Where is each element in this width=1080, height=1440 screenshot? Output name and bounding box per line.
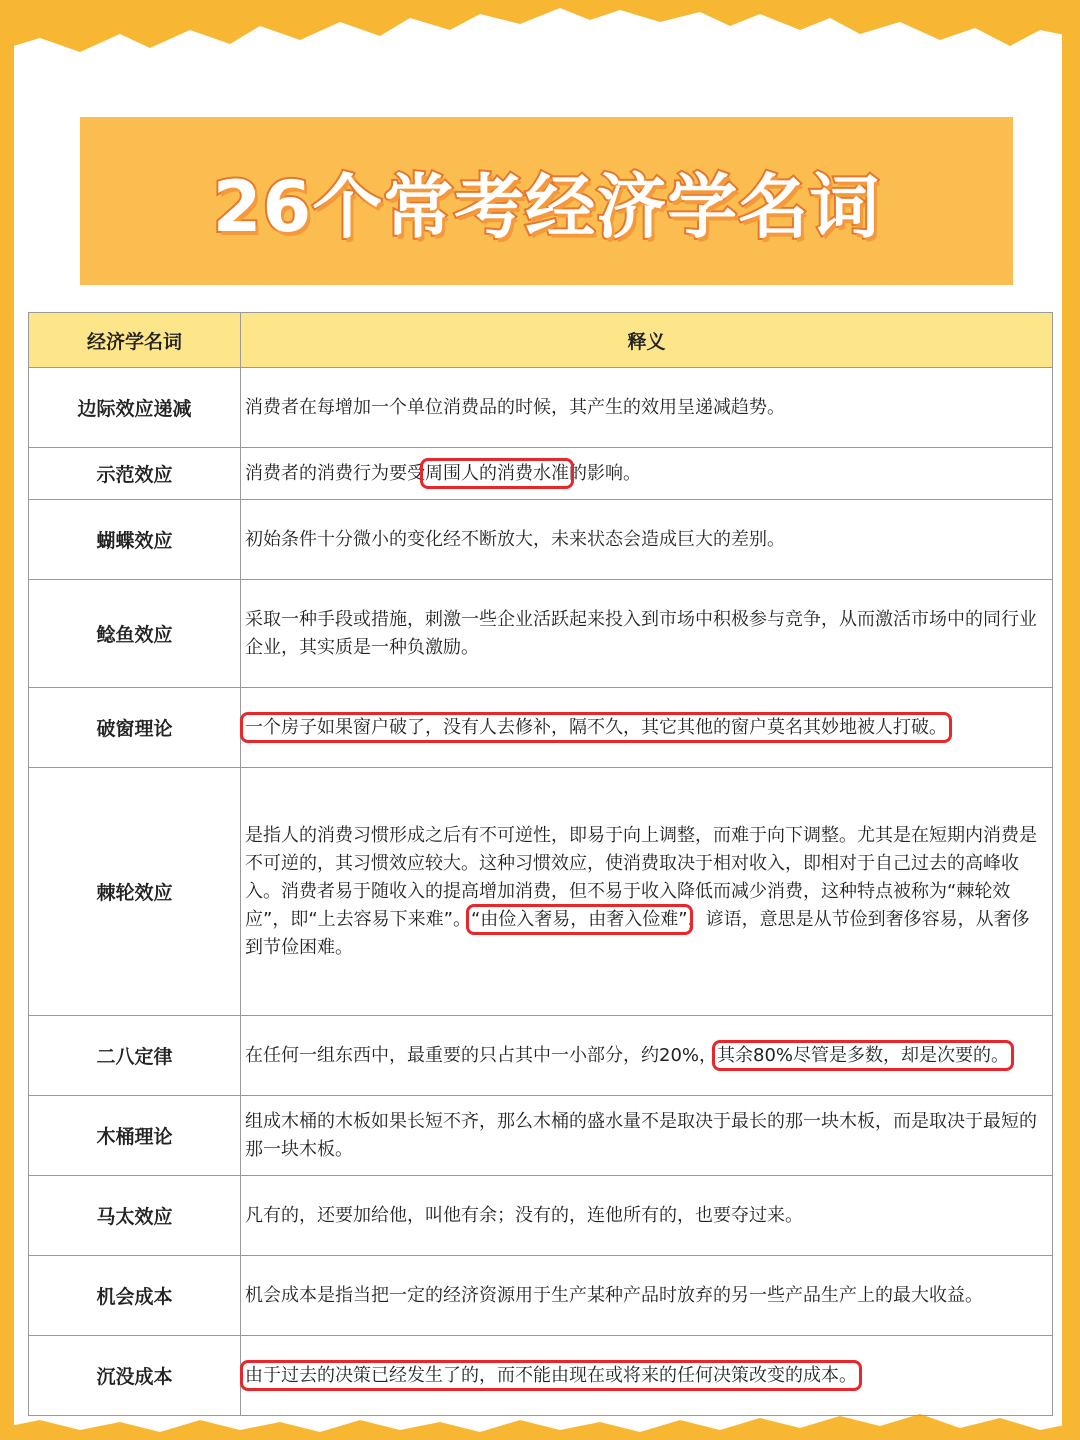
highlighted-text: 周围人的消费水准 [425, 462, 569, 484]
table-row [29, 768, 1053, 1016]
term-cell: 二八定律 [29, 1016, 241, 1096]
table-row [29, 368, 1053, 448]
definition-text: 的影响。 [569, 462, 641, 484]
definition-text: 消费者在每增加一个单位消费品的时候，其产生的效用呈递减趋势。 [245, 396, 785, 418]
table-row [29, 500, 1053, 580]
definition-text: 凡有的，还要加给他，叫他有余；没有的，连他所有的，也要夺过来。 [245, 1204, 803, 1226]
definition-cell [241, 368, 1053, 448]
left-border-stripe [0, 0, 14, 1440]
definition-text: 采取一种手段或措施，刺激一些企业活跃起来投入到市场中积极参与竞争，从而激活市场中的同行业企业，其实质是一种负激励。 [245, 608, 1037, 658]
term-column-header: 经济学名词 [29, 313, 241, 368]
table-row [29, 1016, 1053, 1096]
torn-paper-top-edge [0, 0, 1080, 72]
title-banner [80, 117, 1013, 285]
table-row [29, 1096, 1053, 1176]
term-cell: 鲶鱼效应 [29, 580, 241, 688]
table-row [29, 688, 1053, 768]
term-cell: 蝴蝶效应 [29, 500, 241, 580]
definition-cell [241, 1256, 1053, 1336]
term-cell: 机会成本 [29, 1256, 241, 1336]
table-header-row [29, 313, 1053, 368]
definition-cell [241, 448, 1053, 500]
economics-terms-table [28, 312, 1053, 1416]
definition-cell [241, 768, 1053, 1016]
definition-cell [241, 1016, 1053, 1096]
table-row [29, 1176, 1053, 1256]
term-cell: 示范效应 [29, 448, 241, 500]
term-cell: 木桶理论 [29, 1096, 241, 1176]
definition-cell [241, 580, 1053, 688]
page-title: 26个常考经济学名词 [212, 165, 881, 248]
right-border-stripe [1062, 0, 1080, 1440]
highlighted-text: 由于过去的决策已经发生了的，而不能由现在或将来的任何决策改变的成本。 [245, 1364, 857, 1386]
definition-text: 是指人的消费习惯形成之后有不可逆性，即易于向上调整，而难于向下调整。尤其是在短期内消费是不可逆的，其习惯效应较大。这种习惯效应，使消费取决于相对收入，即相对于自己过去的高峰收入。消费者易于随收入的提高增加消费，但不易于收入降低而减少消费，这种特点被称为“棘轮效应”，即“上去容易下来难”。 [245, 824, 1037, 930]
definition-cell [241, 1336, 1053, 1416]
definition-text: 组成木桶的木板如果长短不齐，那么木桶的盛水量不是取决于最长的那一块木板，而是取决于最短的那一块木板。 [245, 1110, 1037, 1160]
table-row [29, 448, 1053, 500]
definition-text: 消费者的消费行为要受 [245, 462, 425, 484]
definition-cell [241, 1096, 1053, 1176]
highlighted-text: 一个房子如果窗户破了，没有人去修补，隔不久，其它其他的窗户莫名其妙地被人打破。 [245, 716, 947, 738]
table-row [29, 580, 1053, 688]
highlighted-text: 其余80%尽管是多数，却是次要的。 [717, 1044, 1010, 1066]
highlighted-text: “由俭入奢易，由奢入俭难” [470, 908, 688, 930]
term-cell: 马太效应 [29, 1176, 241, 1256]
definition-text: 初始条件十分微小的变化经不断放大，未来状态会造成巨大的差别。 [245, 528, 785, 550]
term-cell: 边际效应递减 [29, 368, 241, 448]
definition-text: ，谚语，意思是从节俭到奢侈容易，从奢侈到节俭困难。 [245, 908, 1030, 958]
definition-cell [241, 1176, 1053, 1256]
definition-text: 在任何一组东西中，最重要的只占其中一小部分，约20%， [245, 1044, 718, 1066]
term-cell: 沉没成本 [29, 1336, 241, 1416]
term-cell: 破窗理论 [29, 688, 241, 768]
table-row [29, 1336, 1053, 1416]
table-row [29, 1256, 1053, 1336]
definition-column-header: 释义 [241, 313, 1053, 368]
definition-cell [241, 688, 1053, 768]
definition-cell [241, 500, 1053, 580]
definition-text: 机会成本是指当把一定的经济资源用于生产某种产品时放弃的另一些产品生产上的最大收益。 [245, 1284, 983, 1306]
term-cell: 棘轮效应 [29, 768, 241, 1016]
